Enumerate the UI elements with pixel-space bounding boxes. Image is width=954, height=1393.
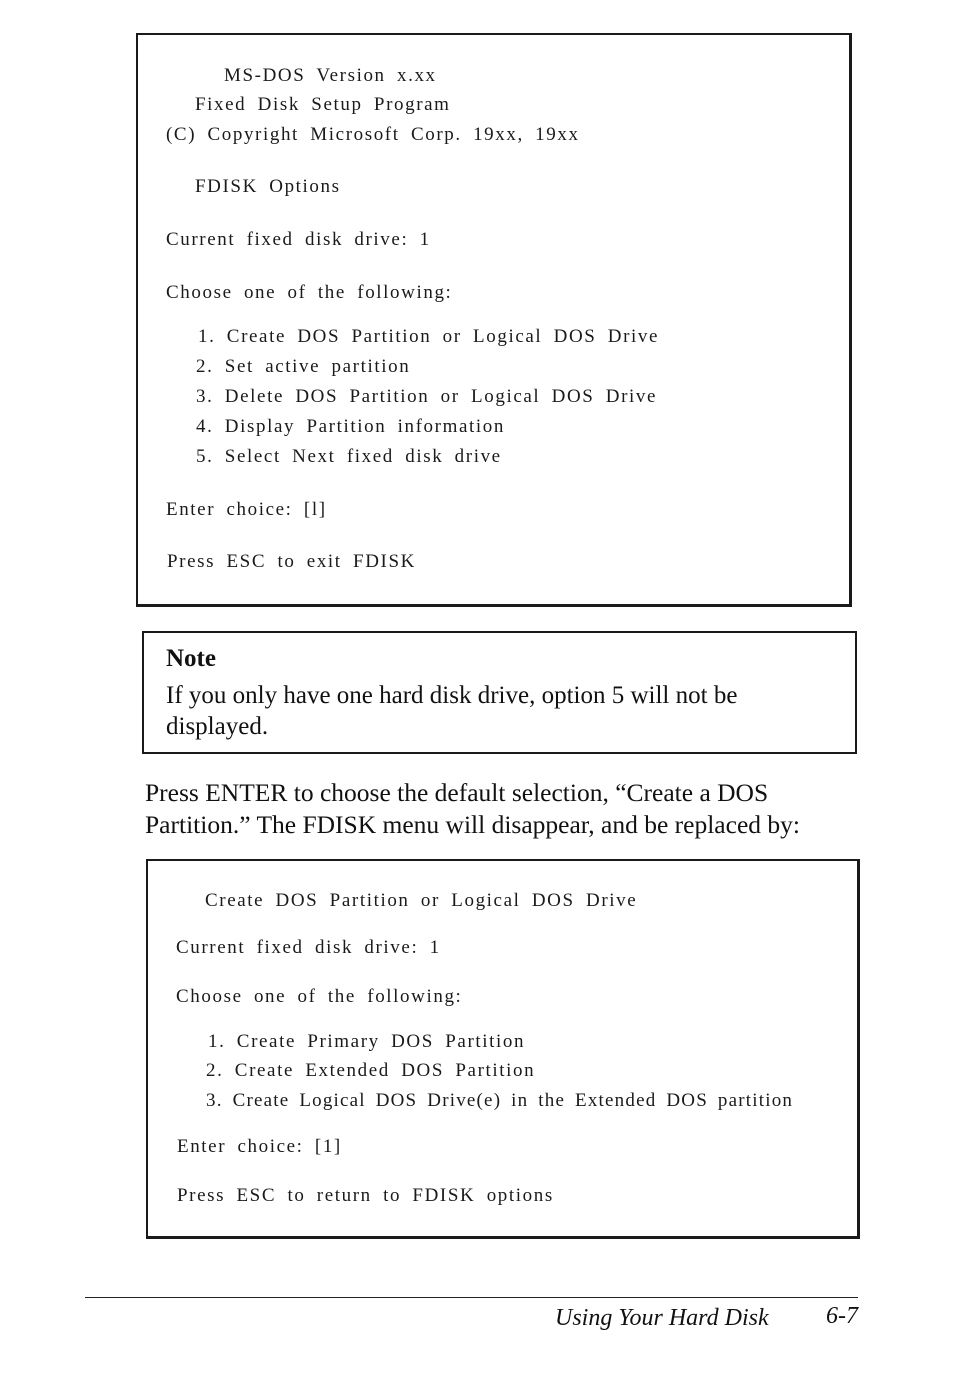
screen-heading: Create DOS Partition or Logical DOS Drive (205, 890, 638, 911)
menu-option-1: 1. Create DOS Partition or Logical DOS Drive (198, 326, 660, 347)
menu-option-4: 4. Display Partition information (196, 416, 505, 437)
exit-hint: Press ESC to exit FDISK (167, 551, 416, 572)
program-name: Fixed Disk Setup Program (195, 94, 451, 115)
page-number: 6-7 (826, 1303, 858, 1329)
current-drive-line: Current fixed disk drive: 1 (176, 937, 441, 958)
note-box (142, 631, 857, 754)
choose-instruction: Choose one of the following: (176, 986, 463, 1007)
exit-hint: Press ESC to return to FDISK options (177, 1185, 554, 1206)
menu-option-1: 1. Create Primary DOS Partition (208, 1031, 526, 1052)
enter-choice-prompt: Enter choice: [l] (166, 499, 327, 520)
menu-option-2: 2. Set active partition (196, 356, 411, 377)
note-title: Note (166, 645, 216, 672)
menu-option-5: 5. Select Next fixed disk drive (196, 446, 502, 467)
fdisk-options-screen (136, 33, 852, 607)
note-text: If you only have one hard disk drive, option 5 will not be displayed. (166, 682, 738, 740)
footer-rule (85, 1297, 858, 1298)
menu-option-2: 2. Create Extended DOS Partition (206, 1060, 536, 1081)
screen-heading: FDISK Options (195, 176, 341, 197)
screen-title: MS-DOS Version x.xx (224, 65, 437, 86)
choose-instruction: Choose one of the following: (166, 282, 453, 303)
enter-choice-prompt: Enter choice: [1] (177, 1136, 342, 1157)
menu-option-3: 3. Create Logical DOS Drive(e) in the Extended DOS partition (206, 1090, 794, 1111)
footer-section-title: Using Your Hard Disk (555, 1305, 769, 1331)
current-drive-line: Current fixed disk drive: 1 (166, 229, 431, 250)
create-partition-screen (146, 859, 860, 1239)
body-paragraph: Press ENTER to choose the default selection, “Create a DOS Partition.” The FDISK menu will disappear, and be replaced by: (145, 778, 800, 839)
menu-option-3: 3. Delete DOS Partition or Logical DOS Drive (196, 386, 658, 407)
copyright-line: (C) Copyright Microsoft Corp. 19xx, 19xx (166, 124, 580, 145)
